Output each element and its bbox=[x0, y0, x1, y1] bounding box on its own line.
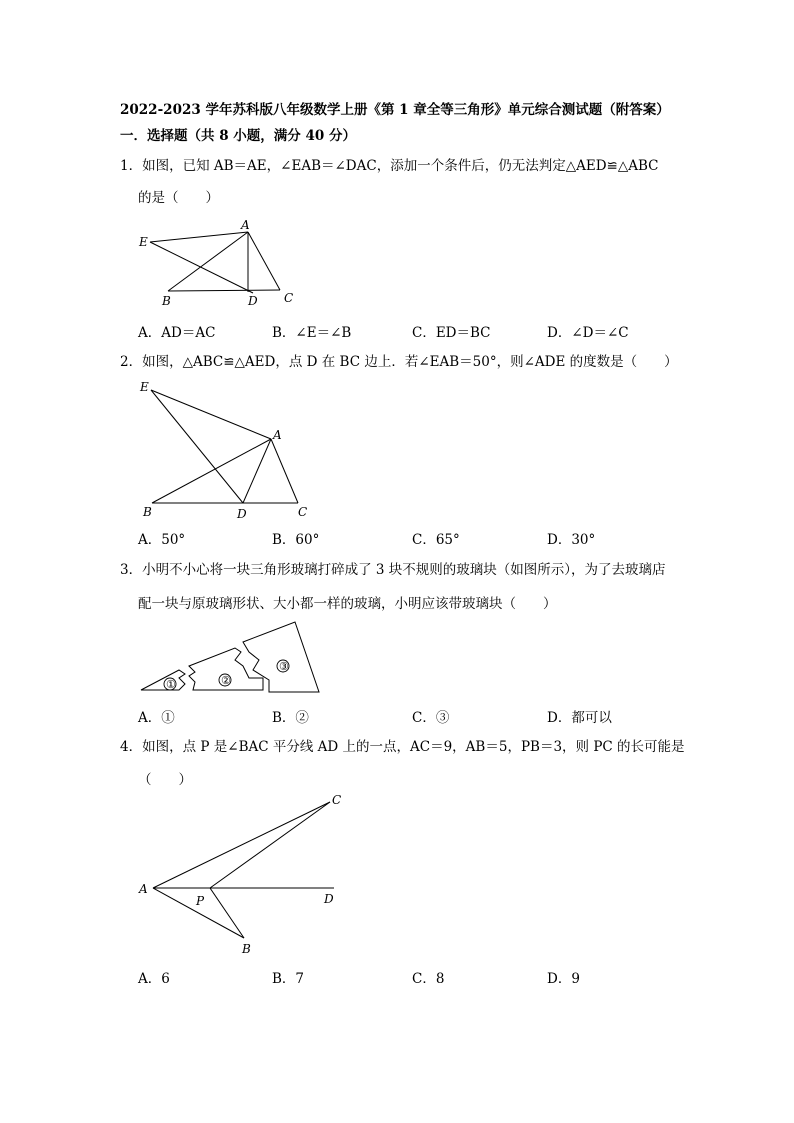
question-4-number: 4． bbox=[120, 739, 143, 755]
question-4-option-a: A．6 bbox=[138, 971, 170, 987]
question-1-line-2: 的是（ ） bbox=[138, 190, 219, 206]
question-3-text: 小明不小心将一块三角形玻璃打碎成了 3 块不规则的玻璃块（如图所示），为了去玻璃店 bbox=[142, 562, 666, 578]
question-4-figure bbox=[130, 792, 350, 962]
glass-label-3: ③ bbox=[279, 660, 289, 673]
question-2-option-a: A．50° bbox=[138, 532, 186, 548]
question-4-line-1 bbox=[120, 737, 685, 757]
fig1-label-d: D bbox=[248, 294, 258, 308]
fig4-label-a: A bbox=[139, 882, 148, 896]
question-2-line-1 bbox=[120, 352, 678, 372]
question-4-option-b: B．7 bbox=[272, 971, 305, 987]
glass-piece-3 bbox=[243, 622, 319, 692]
fig1-label-a: A bbox=[241, 218, 250, 232]
question-1-option-d: D．∠D＝∠C bbox=[547, 325, 629, 341]
fig2-label-b: B bbox=[143, 505, 152, 519]
fig4-label-p: P bbox=[196, 894, 205, 908]
question-3-option-d: D．都可以 bbox=[547, 710, 612, 726]
fig4-label-c: C bbox=[332, 793, 342, 807]
question-2-option-c: C．65° bbox=[412, 532, 460, 548]
question-2-option-d: D．30° bbox=[547, 532, 596, 548]
question-4-option-c: C．8 bbox=[412, 971, 445, 987]
fig2-label-a: A bbox=[273, 428, 282, 442]
question-4-option-d: D．9 bbox=[547, 971, 580, 987]
question-2-option-b: B．60° bbox=[272, 532, 320, 548]
page-title: 2022-2023 学年苏科版八年级数学上册《第 1 章全等三角形》单元综合测试题（附答案） bbox=[120, 102, 670, 118]
glass-label-1: ① bbox=[166, 678, 176, 691]
question-1-number: 1． bbox=[120, 158, 143, 174]
glass-piece-1 bbox=[141, 670, 185, 690]
question-2-number: 2． bbox=[120, 354, 143, 370]
fig1-label-e: E bbox=[139, 235, 148, 249]
question-2-figure bbox=[130, 375, 330, 525]
question-4-line-2: （ ） bbox=[138, 772, 192, 788]
fig4-label-b: B bbox=[242, 942, 251, 956]
fig2-label-e: E bbox=[140, 380, 149, 394]
fig1-label-c: C bbox=[284, 291, 294, 305]
fig2-label-d: D bbox=[237, 507, 247, 521]
fig1-label-b: B bbox=[162, 294, 171, 308]
question-3-line-1 bbox=[120, 560, 666, 580]
question-1-option-a: A．AD＝AC bbox=[138, 325, 216, 341]
question-2-text: 如图，△ABC≌△AED，点 D 在 BC 边上．若∠EAB＝50°，则∠ADE 的度数是（ ） bbox=[142, 354, 678, 370]
question-3-number: 3． bbox=[120, 562, 143, 578]
question-1-figure bbox=[130, 215, 310, 310]
question-3-option-b: B．② bbox=[272, 710, 309, 726]
fig2-label-c: C bbox=[298, 505, 308, 519]
question-3-figure bbox=[135, 618, 330, 698]
glass-label-2: ② bbox=[221, 674, 231, 687]
question-3-option-a: A．① bbox=[138, 710, 175, 726]
question-1-option-c: C．ED＝BC bbox=[412, 325, 491, 341]
question-1-text: 如图，已知 AB＝AE，∠EAB＝∠DAC，添加一个条件后，仍无法判定△AED≌△ABC bbox=[142, 158, 659, 174]
question-3-line-2: 配一块与原玻璃形状、大小都一样的玻璃，小明应该带玻璃块（ ） bbox=[138, 596, 557, 612]
section-heading: 一．选择题（共 8 小题，满分 40 分） bbox=[120, 128, 356, 144]
question-4-text: 如图，点 P 是∠BAC 平分线 AD 上的一点，AC＝9，AB＝5，PB＝3，则 PC 的长可能是 bbox=[142, 739, 685, 755]
question-3-option-c: C．③ bbox=[412, 710, 450, 726]
question-1-option-b: B．∠E＝∠B bbox=[272, 325, 352, 341]
question-1-line-1 bbox=[120, 156, 658, 176]
fig4-label-d: D bbox=[324, 892, 334, 906]
